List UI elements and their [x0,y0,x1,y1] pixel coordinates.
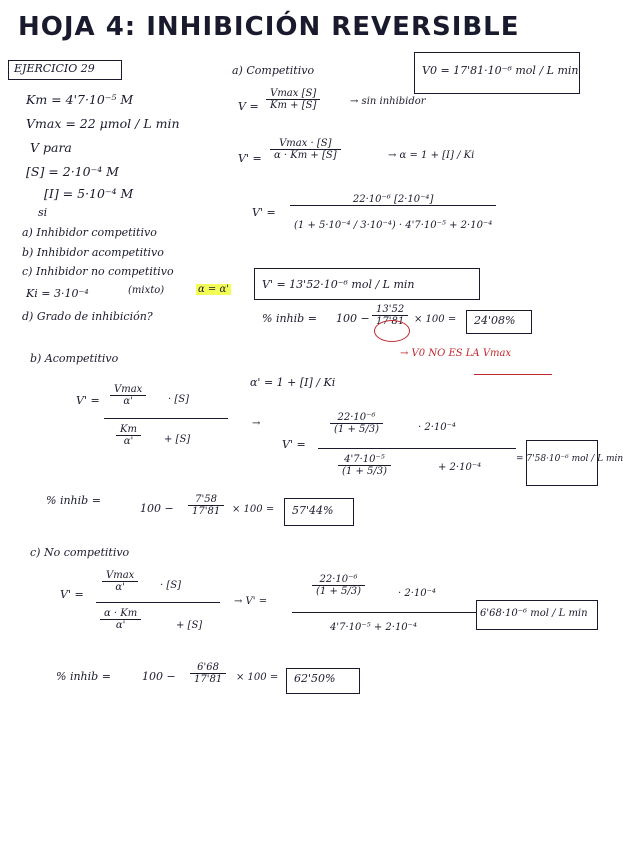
part-c-inhib-fraction [190,662,226,685]
part-b-alpha-prime: α' = 1 + [I] / Ki [250,376,336,389]
part-c-inhib-lhs: % inhib = [56,670,111,683]
part-b-calc-num-fraction [330,412,383,435]
part-a-calc-fraction [290,194,496,231]
part-a-inhib-times: × 100 = [414,314,457,325]
part-a-calc-denominator: (1 + 5·10⁻⁴ / 3·10⁻⁴) · 4'7·10⁻⁵ + 2·10⁻⁴ [294,220,493,231]
part-c-vp-den-bot: α' [115,620,126,631]
part-b-inhib-times: × 100 = [232,504,275,515]
part-b-vp-den-top: Km [116,424,141,436]
part-b-calc-den-s: + 2·10⁻⁴ [438,462,482,473]
part-b-calc-den-fraction [338,454,391,477]
part-b-inhib-expr: 100 − [140,502,174,515]
part-a-heading: a) Competitivo [232,64,315,77]
part-a-vp-lhs: V' = [238,152,262,165]
part-c-calc-num-fraction [312,574,365,597]
part-c-vp-num-bot: α' [115,582,125,593]
part-b-vp-num-fraction [110,384,146,407]
question-b: b) Inhibidor acompetitivo [22,246,164,259]
part-c-inhib-times: × 100 = [236,672,279,683]
part-b-calc-num-bot: (1 + 5/3) [334,424,379,435]
part-c-calc-num-s: · 2·10⁻⁴ [398,588,436,599]
part-c-arrow: → V' = [234,596,268,607]
alpha-definition: → α = 1 + [I] / Ki [388,150,475,161]
part-b-inhib-denominator: 17'81 [192,506,221,517]
part-b-main-fraction-bar [104,418,228,419]
part-a-v-numerator: Vmax [S] [266,88,320,100]
part-c-vp-num-fraction [102,570,138,593]
part-c-calc-num-bot: (1 + 5/3) [316,586,361,597]
part-b-calc-lhs: V' = [282,438,306,451]
part-b-vp-num-top: Vmax [110,384,146,396]
part-c-inhib-expr: 100 − [142,670,176,683]
alpha-equality-highlight: α = α' [198,284,229,295]
part-a-inhib-result: 24'08% [474,314,516,327]
part-b-calc-den-top: 4'7·10⁻⁵ [338,454,391,466]
inhibitor-conc: [I] = 5·10⁻⁴ M [44,186,134,201]
v0-circle-mark [374,320,410,342]
part-a-v-fraction [266,88,320,111]
part-b-calc-den-bot: (1 + 5/3) [342,466,387,477]
part-a-calc-numerator: 22·10⁻⁶ [2·10⁻⁴] [290,194,496,206]
part-b-inhib-result: 57'44% [292,504,334,517]
part-b-heading: b) Acompetitivo [30,352,119,365]
part-b-calc-num-s: · 2·10⁻⁴ [418,422,456,433]
mixto-label: (mixto) [128,285,165,296]
part-c-calc-den: 4'7·10⁻⁵ + 2·10⁻⁴ [330,622,417,633]
part-a-vp-fraction [270,138,341,161]
part-b-vp-den-s: + [S] [164,434,191,445]
part-a-inhib-numerator: 13'52 [372,304,408,316]
part-a-inhib-lhs: % inhib = [262,312,317,325]
km-value: Km = 4'7·10⁻⁵ M [26,92,134,107]
part-b-vp-num-bot: α' [123,396,133,407]
part-c-heading: c) No competitivo [30,546,130,559]
part-c-vp-den-s: + [S] [176,620,203,631]
part-c-calc-fraction-bar [292,612,476,613]
part-b-inhib-fraction [188,494,224,517]
page-title: HOJA 4: INHIBICIÓN REVERSIBLE [18,12,520,42]
part-b-result: = 7'58·10⁻⁶ mol / L min [516,454,623,464]
part-a-inhib-expr: 100 − [336,312,370,325]
exercise-label: EJERCICIO 29 [14,62,95,75]
part-a-result: V' = 13'52·10⁻⁶ mol / L min [262,278,415,291]
question-a: a) Inhibidor competitivo [22,226,157,239]
part-c-inhib-result: 62'50% [294,672,336,685]
v0-note-underline [474,374,552,375]
v0-value: V0 = 17'81·10⁻⁶ mol / L min [422,64,579,77]
part-a-vp-denominator: α · Km + [S] [274,150,337,161]
part-a-inhib-denominator: 17'81 [376,316,405,327]
part-c-main-fraction-bar [96,602,220,603]
part-c-vp-den-top: α · Km [100,608,141,620]
substrate-conc: [S] = 2·10⁻⁴ M [26,164,119,179]
part-b-vp-den-fraction [116,424,141,447]
part-b-vp-lhs: V' = [76,394,100,407]
vmax-value: Vmax = 22 μmol / L min [26,116,180,131]
part-a-v-lhs: V = [238,100,259,113]
part-b-arrow: → [252,418,261,429]
ki-value: Ki = 3·10⁻⁴ [26,287,89,300]
part-b-calc-fraction-bar [318,448,516,449]
sin-inhibidor-note: → sin inhibidor [350,96,426,107]
part-b-inhib-lhs: % inhib = [46,494,101,507]
part-a-calc-lhs: V' = [252,206,276,219]
part-c-vp-num-top: Vmax [102,570,138,582]
part-a-vp-numerator: Vmax · [S] [270,138,341,150]
part-b-vp-den-bot: α' [123,436,134,447]
part-b-inhib-numerator: 7'58 [188,494,224,506]
part-c-vp-den-fraction [100,608,141,631]
si-label: si [38,206,48,219]
part-c-vp-lhs: V' = [60,588,84,601]
part-c-inhib-numerator: 6'68 [190,662,226,674]
part-c-inhib-denominator: 17'81 [194,674,223,685]
question-d: d) Grado de inhibición? [22,310,153,323]
part-b-calc-num-top: 22·10⁻⁶ [330,412,383,424]
part-b-vp-num-s: · [S] [168,394,190,405]
part-a-v-denominator: Km + [S] [270,100,317,111]
v-para-label: V para [30,140,72,155]
v0-note: → V0 NO ES LA Vmax [400,348,512,359]
part-c-calc-num-top: 22·10⁻⁶ [312,574,365,586]
part-c-result: 6'68·10⁻⁶ mol / L min [480,608,588,619]
part-c-vp-num-s: · [S] [160,580,182,591]
question-c: c) Inhibidor no competitivo [22,265,174,278]
